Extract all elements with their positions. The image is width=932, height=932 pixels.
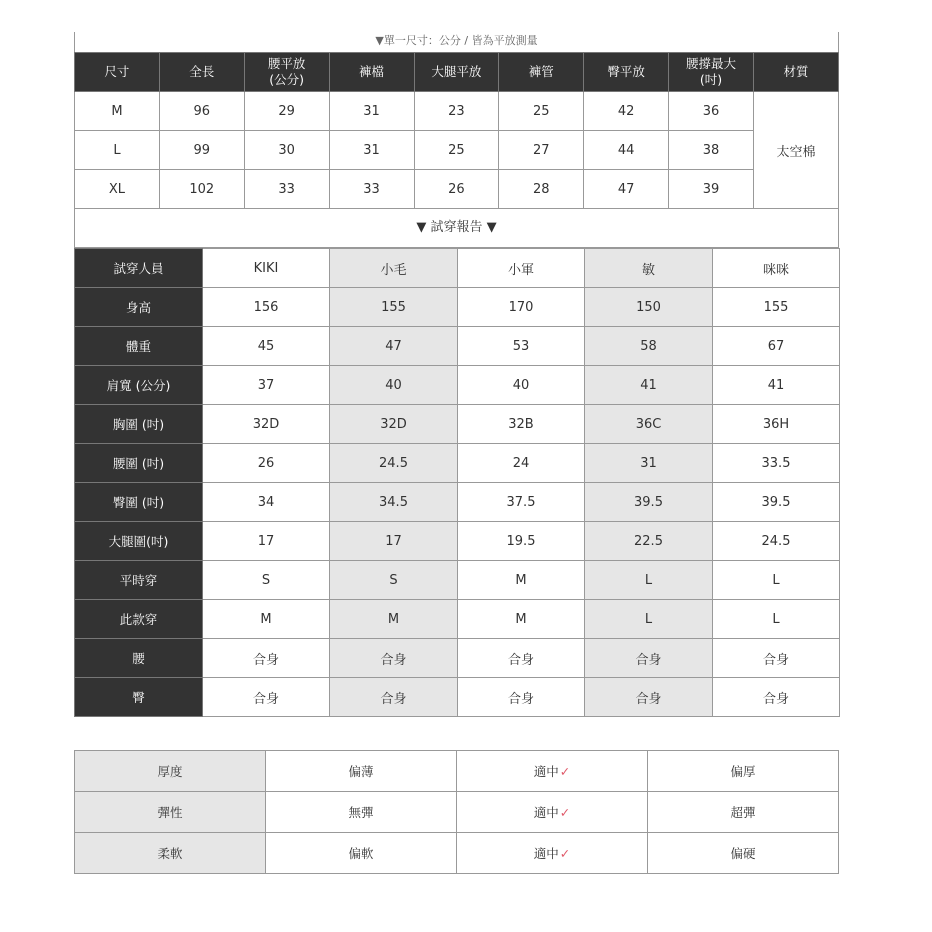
fit-cell: 47 xyxy=(330,327,458,366)
size-cell: 31 xyxy=(329,131,414,170)
fit-cell: 37 xyxy=(203,366,330,405)
size-cell: 47 xyxy=(584,170,669,209)
fit-cell: L xyxy=(713,561,840,600)
fit-row xyxy=(75,405,840,444)
fit-cell: 17 xyxy=(203,522,330,561)
fit-cell: 58 xyxy=(585,327,713,366)
fit-cell: 17 xyxy=(330,522,458,561)
fit-row-label: 身高 xyxy=(75,288,203,327)
fit-cell: M xyxy=(330,600,458,639)
size-header-cell: 全長 xyxy=(159,53,244,92)
feel-label: 柔軟 xyxy=(75,833,266,874)
size-header-cell: 腰平放 (公分) xyxy=(244,53,329,92)
fit-report-banner: ▼ 試穿報告 ▼ xyxy=(74,209,839,248)
fit-cell: L xyxy=(585,561,713,600)
fit-row xyxy=(75,678,840,717)
feel-row xyxy=(75,751,839,792)
feel-option: 適中✓ xyxy=(457,792,648,833)
feel-option: 適中✓ xyxy=(457,751,648,792)
size-header-cell: 臀平放 xyxy=(584,53,669,92)
fit-row-label: 此款穿 xyxy=(75,600,203,639)
fit-cell: M xyxy=(458,600,585,639)
feel-option: 偏薄 xyxy=(266,751,457,792)
fit-row-label: 臀圍 (吋) xyxy=(75,483,203,522)
size-cell: M xyxy=(75,92,160,131)
feel-label: 厚度 xyxy=(75,751,266,792)
fit-cell: 37.5 xyxy=(458,483,585,522)
fit-row-label: 臀 xyxy=(75,678,203,717)
fit-row-label: 腰圍 (吋) xyxy=(75,444,203,483)
feel-option: 適中✓ xyxy=(457,833,648,874)
fit-row xyxy=(75,288,840,327)
fit-cell: 39.5 xyxy=(713,483,840,522)
size-cell: 31 xyxy=(329,92,414,131)
size-cell: 30 xyxy=(244,131,329,170)
check-icon: ✓ xyxy=(559,764,571,779)
size-cell: 33 xyxy=(329,170,414,209)
fit-row-label: 平時穿 xyxy=(75,561,203,600)
fit-row xyxy=(75,522,840,561)
fit-cell: 24.5 xyxy=(330,444,458,483)
size-cell: 99 xyxy=(159,131,244,170)
fit-cell: 合身 xyxy=(330,639,458,678)
fit-cell: KIKI xyxy=(203,249,330,288)
fit-cell: 67 xyxy=(713,327,840,366)
fit-cell: S xyxy=(203,561,330,600)
material-cell: 太空棉 xyxy=(754,92,839,209)
fit-cell: 24 xyxy=(458,444,585,483)
size-cell: 44 xyxy=(584,131,669,170)
fit-cell: 32B xyxy=(458,405,585,444)
size-cell: 29 xyxy=(244,92,329,131)
size-row xyxy=(75,170,839,209)
size-cell: XL xyxy=(75,170,160,209)
fit-cell: 合身 xyxy=(458,678,585,717)
size-header-cell: 材質 xyxy=(754,53,839,92)
fit-row xyxy=(75,600,840,639)
fit-row xyxy=(75,639,840,678)
fit-row-label: 肩寬 (公分) xyxy=(75,366,203,405)
fit-cell: 156 xyxy=(203,288,330,327)
fit-cell: 合身 xyxy=(713,678,840,717)
fit-row-label: 胸圍 (吋) xyxy=(75,405,203,444)
size-cell: 28 xyxy=(499,170,584,209)
size-header-cell: 褲檔 xyxy=(329,53,414,92)
fit-cell: M xyxy=(203,600,330,639)
fit-cell: 合身 xyxy=(585,639,713,678)
check-icon: ✓ xyxy=(559,846,571,861)
fit-row xyxy=(75,249,840,288)
fit-cell: 53 xyxy=(458,327,585,366)
feel-label: 彈性 xyxy=(75,792,266,833)
feel-option: 超彈 xyxy=(648,792,839,833)
fit-cell: 39.5 xyxy=(585,483,713,522)
fit-cell: 34.5 xyxy=(330,483,458,522)
fit-row xyxy=(75,327,840,366)
fit-cell: 45 xyxy=(203,327,330,366)
size-cell: 25 xyxy=(499,92,584,131)
fit-cell: 24.5 xyxy=(713,522,840,561)
size-cell: 39 xyxy=(669,170,754,209)
fit-cell: 合身 xyxy=(713,639,840,678)
feel-row xyxy=(75,833,839,874)
feel-option: 偏硬 xyxy=(648,833,839,874)
fit-cell: 22.5 xyxy=(585,522,713,561)
fabric-feel-table xyxy=(74,750,839,874)
fit-cell: 19.5 xyxy=(458,522,585,561)
size-cell: 102 xyxy=(159,170,244,209)
size-cell: 23 xyxy=(414,92,499,131)
fit-cell: 155 xyxy=(713,288,840,327)
feel-option: 偏軟 xyxy=(266,833,457,874)
size-cell: 27 xyxy=(499,131,584,170)
fit-report-table xyxy=(74,248,840,717)
fit-row-label: 腰 xyxy=(75,639,203,678)
fit-cell: S xyxy=(330,561,458,600)
fit-cell: 敏 xyxy=(585,249,713,288)
fit-cell: 34 xyxy=(203,483,330,522)
fit-cell: 41 xyxy=(585,366,713,405)
fit-cell: 合身 xyxy=(585,678,713,717)
fit-cell: 合身 xyxy=(203,678,330,717)
fit-cell: 150 xyxy=(585,288,713,327)
check-icon: ✓ xyxy=(559,805,571,820)
fit-cell: 合身 xyxy=(330,678,458,717)
size-cell: 42 xyxy=(584,92,669,131)
size-cell: 96 xyxy=(159,92,244,131)
fit-row-label: 體重 xyxy=(75,327,203,366)
size-header-cell: 大腿平放 xyxy=(414,53,499,92)
fit-cell: 26 xyxy=(203,444,330,483)
size-cell: 26 xyxy=(414,170,499,209)
fit-cell: 合身 xyxy=(458,639,585,678)
fit-row xyxy=(75,366,840,405)
fit-cell: 40 xyxy=(458,366,585,405)
size-cell: L xyxy=(75,131,160,170)
size-header-cell: 腰撐最大 (吋) xyxy=(669,53,754,92)
fit-cell: 咪咪 xyxy=(713,249,840,288)
fit-cell: L xyxy=(585,600,713,639)
feel-option: 無彈 xyxy=(266,792,457,833)
size-header-cell: 褲管 xyxy=(499,53,584,92)
fit-cell: 40 xyxy=(330,366,458,405)
size-row xyxy=(75,92,839,131)
size-table xyxy=(74,52,839,209)
fit-cell: 32D xyxy=(203,405,330,444)
fit-cell: 41 xyxy=(713,366,840,405)
fit-cell: 合身 xyxy=(203,639,330,678)
size-cell: 33 xyxy=(244,170,329,209)
fit-cell: 小軍 xyxy=(458,249,585,288)
fit-cell: 155 xyxy=(330,288,458,327)
fit-cell: 31 xyxy=(585,444,713,483)
fit-cell: L xyxy=(713,600,840,639)
size-chart xyxy=(74,32,839,874)
fit-cell: 33.5 xyxy=(713,444,840,483)
size-cell: 36 xyxy=(669,92,754,131)
fit-row-label: 大腿圍(吋) xyxy=(75,522,203,561)
size-header-cell: 尺寸 xyxy=(75,53,160,92)
size-note: ▼單一尺寸：公分 / 皆為平放測量 xyxy=(74,32,839,52)
fit-cell: 36H xyxy=(713,405,840,444)
fit-row xyxy=(75,444,840,483)
fit-row xyxy=(75,561,840,600)
fit-cell: M xyxy=(458,561,585,600)
fit-cell: 32D xyxy=(330,405,458,444)
fit-cell: 小毛 xyxy=(330,249,458,288)
fit-row-label: 試穿人員 xyxy=(75,249,203,288)
fit-cell: 170 xyxy=(458,288,585,327)
size-cell: 38 xyxy=(669,131,754,170)
size-cell: 25 xyxy=(414,131,499,170)
feel-option: 偏厚 xyxy=(648,751,839,792)
size-row xyxy=(75,131,839,170)
fit-row xyxy=(75,483,840,522)
fit-cell: 36C xyxy=(585,405,713,444)
size-table-header xyxy=(75,53,839,92)
feel-row xyxy=(75,792,839,833)
